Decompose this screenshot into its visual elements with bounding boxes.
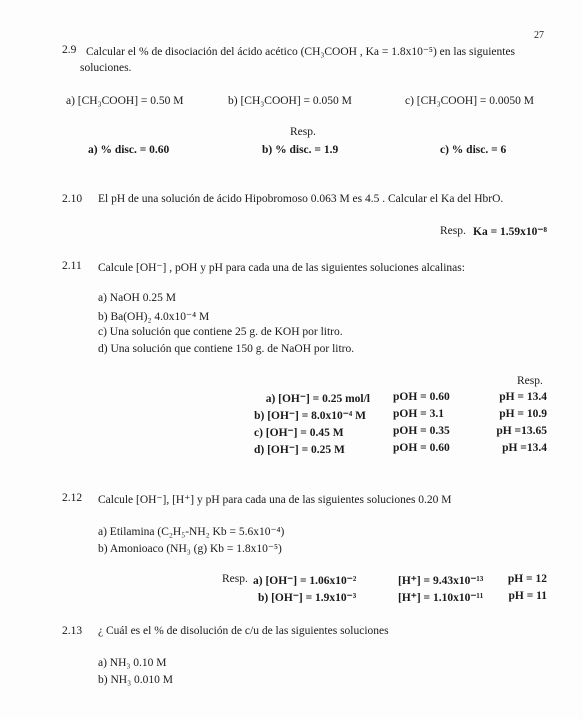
problem-2-11-answer-c-poh: pOH = 0.35 bbox=[393, 425, 450, 437]
problem-2-11-answer-a-ph: pH = 13.4 bbox=[499, 391, 547, 403]
problem-2-10-resp-label: Resp. bbox=[440, 225, 466, 237]
problem-2-11-answer-a-poh: pOH = 0.60 bbox=[393, 391, 450, 403]
problem-2-11-item-d: d) Una solución que contiene 150 g. de NaOH por litro. bbox=[98, 343, 355, 355]
problem-2-9-item-a: a) [CH₃COOH] = 0.50 M bbox=[66, 95, 184, 107]
problem-2-9-question-line1: Calcular el % de disociación del ácido acético (CH₃COOH , Ka = 1.8x10⁻⁵) en las siguientes bbox=[86, 46, 516, 58]
problem-2-10-number: 2.10 bbox=[62, 193, 83, 205]
problem-2-12-answer-b-oh: b) [OH⁻] = 1.9x10⁻³ bbox=[258, 592, 357, 604]
problem-2-11-answer-b-ph: pH = 10.9 bbox=[499, 408, 547, 420]
problem-2-12-item-a: a) Etilamina (C₂H₅-NH₂ Kb = 5.6x10⁻⁴) bbox=[98, 526, 285, 538]
problem-2-12-item-b: b) Amonioaco (NH₃ (g) Kb = 1.8x10⁻⁵) bbox=[98, 543, 282, 555]
problem-2-11-answer-d-ph: pH =13.4 bbox=[502, 442, 547, 454]
problem-2-12-resp-label: Resp. bbox=[222, 573, 248, 585]
problem-2-10-question: El pH de una solución de ácido Hipobromoso 0.063 M es 4.5 . Calcular el Ka del HbrO. bbox=[98, 193, 504, 205]
problem-2-9-item-b: b) [CH₃COOH] = 0.050 M bbox=[228, 95, 352, 107]
problem-2-10-answer: Ka = 1.59x10⁻⁸ bbox=[473, 226, 547, 238]
problem-2-12-answer-a-ph: pH = 12 bbox=[507, 573, 547, 585]
problem-2-12-question: Calcule [OH⁻], [H⁺] y pH para cada una de las siguientes soluciones 0.20 M bbox=[98, 494, 452, 506]
problem-2-12-answer-b-h: [H⁺] = 1.10x10⁻¹¹ bbox=[398, 592, 484, 604]
problem-2-11-item-b: b) Ba(OH)₂ 4.0x10⁻⁴ M bbox=[98, 311, 210, 323]
problem-2-11-item-a: a) NaOH 0.25 M bbox=[98, 292, 176, 304]
problem-2-11-number: 2.11 bbox=[62, 260, 82, 272]
problem-2-11-question: Calcule [OH⁻] , pOH y pH para cada una de las siguientes soluciones alcalinas: bbox=[98, 262, 465, 274]
problem-2-13-question: ¿ Cuál es el % de disolución de c/u de las siguientes soluciones bbox=[98, 625, 389, 637]
problem-2-9-number: 2.9 bbox=[62, 44, 77, 56]
page-number: 27 bbox=[534, 30, 544, 41]
problem-2-12-answer-a-h: [H⁺] = 9.43x10⁻¹³ bbox=[398, 575, 484, 587]
problem-2-13-item-a: a) NH₃ 0.10 M bbox=[98, 657, 167, 669]
problem-2-12-answer-b-ph: pH = 11 bbox=[508, 590, 547, 602]
problem-2-11-answer-a-oh: a) [OH⁻] = 0.25 mol/l bbox=[265, 393, 370, 405]
problem-2-9-answer-b: b) % disc. = 1.9 bbox=[262, 144, 339, 156]
problem-2-11-answer-c-oh: c) [OH⁻] = 0.45 M bbox=[254, 427, 344, 439]
problem-2-11-answer-b-poh: pOH = 3.1 bbox=[393, 408, 444, 420]
problem-2-11-resp-label: Resp. bbox=[517, 375, 543, 387]
problem-2-11-answer-b-oh: b) [OH⁻] = 8.0x10⁻⁴ M bbox=[254, 410, 366, 422]
problem-2-12-number: 2.12 bbox=[62, 492, 83, 504]
problem-2-11-answer-c-ph: pH =13.65 bbox=[496, 425, 547, 437]
problem-2-9-answer-c: c) % disc. = 6 bbox=[440, 144, 507, 156]
problem-2-13-number: 2.13 bbox=[62, 625, 83, 637]
problem-2-9-answer-a: a) % disc. = 0.60 bbox=[88, 144, 170, 156]
problem-2-9-resp-label: Resp. bbox=[290, 126, 316, 138]
problem-2-11-answer-d-poh: pOH = 0.60 bbox=[393, 442, 450, 454]
problem-2-9-item-c: c) [CH₃COOH] = 0.0050 M bbox=[405, 95, 534, 107]
problem-2-11-item-c: c) Una solución que contiene 25 g. de KOH por litro. bbox=[98, 326, 343, 338]
problem-2-9-question-line2: soluciones. bbox=[80, 62, 132, 74]
problem-2-13-item-b: b) NH₃ 0.010 M bbox=[98, 674, 173, 686]
problem-2-11-answer-d-oh: d) [OH⁻] = 0.25 M bbox=[254, 444, 345, 456]
problem-2-12-answer-a-oh: a) [OH⁻] = 1.06x10⁻² bbox=[253, 575, 357, 587]
